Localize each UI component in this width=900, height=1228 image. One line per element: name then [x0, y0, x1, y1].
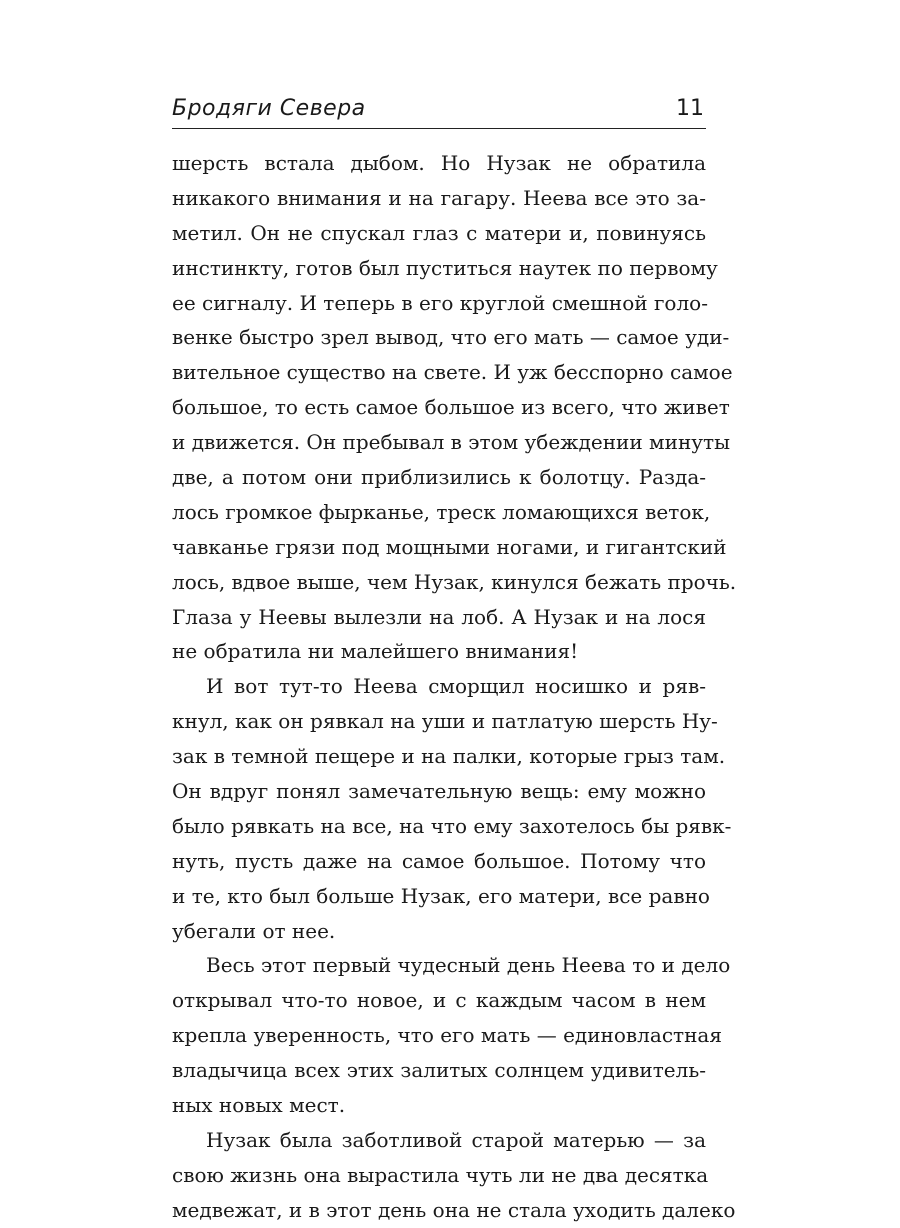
- text-line: и те, кто был больше Нузак, его матери, все равно: [172, 883, 710, 908]
- text-line: крепла уверенность, что его мать — единовластная: [172, 1023, 722, 1048]
- text-line: кнул, как он рявкал на уши и патлатую шерсть Ну-: [172, 709, 718, 734]
- text-line: нуть, пусть даже на самое большое. Потому что: [172, 848, 706, 873]
- text-line: лось, вдвое выше, чем Нузак, кинулся бежать прочь.: [172, 569, 737, 594]
- text-line: не обратила ни малейшего внимания!: [172, 639, 579, 664]
- text-line: владычица всех этих залитых солнцем удивитель-: [172, 1058, 706, 1083]
- text-line: ее сигналу. И теперь в его круглой смешной голо-: [172, 290, 708, 315]
- running-title: Бродяги Севера: [172, 96, 366, 121]
- text-line: венке быстро зрел вывод, что его мать — самое уди-: [172, 325, 730, 350]
- paragraph: [172, 146, 737, 669]
- text-line: лось громкое фырканье, треск ломающихся веток,: [172, 499, 711, 524]
- text-line: шерсть встала дыбом. Но Нузак не обратила: [172, 151, 706, 175]
- text-line: метил. Он не спускал глаз с матери и, повинуясь: [172, 220, 706, 245]
- paragraph: [172, 669, 732, 948]
- text-line: Он вдруг понял замечательную вещь: ему можно: [172, 779, 706, 804]
- text-line: две, а потом они приблизились к болотцу. Разда-: [172, 465, 706, 490]
- paragraph: [172, 948, 731, 1122]
- text-line: и движется. Он пребывал в этом убеждении минуты: [172, 430, 731, 455]
- text-line: убегали от нее.: [172, 918, 336, 943]
- text-line: медвежат, и в этот день она не стала уходить далеко: [172, 1197, 736, 1222]
- page-header: [172, 90, 706, 129]
- text-line: было рявкать на все, на что ему захотелось бы рявк-: [172, 813, 732, 838]
- text-line: чавканье грязи под мощными ногами, и гигантский: [172, 534, 727, 559]
- text-line: никакого внимания и на гагару. Неева все это за-: [172, 185, 706, 210]
- text-line: Весь этот первый чудесный день Неева то и дело: [206, 953, 731, 978]
- text-line: Нузак была заботливой старой матерью — за: [206, 1127, 706, 1152]
- text-line: открывал что-то новое, и с каждым часом в нем: [172, 988, 706, 1013]
- text-line: зак в темной пещере и на палки, которые грыз там.: [172, 744, 726, 769]
- text-line: большое, то есть самое большое из всего, что живет: [172, 395, 730, 420]
- paragraph: [172, 1123, 736, 1228]
- text-line: вительное существо на свете. И уж бесспорно самое: [172, 360, 733, 385]
- text-line: Глаза у Неевы вылезли на лоб. А Нузак и на лося: [172, 604, 706, 629]
- body-text: [172, 146, 737, 1228]
- text-line: инстинкту, готов был пуститься наутек по первому: [172, 255, 718, 280]
- page-number: 11: [676, 96, 704, 121]
- text-line: И вот тут-то Неева сморщил носишко и ряв-: [206, 674, 706, 699]
- text-line: свою жизнь она вырастила чуть ли не два десятка: [172, 1162, 709, 1187]
- text-line: ных новых мест.: [172, 1093, 346, 1118]
